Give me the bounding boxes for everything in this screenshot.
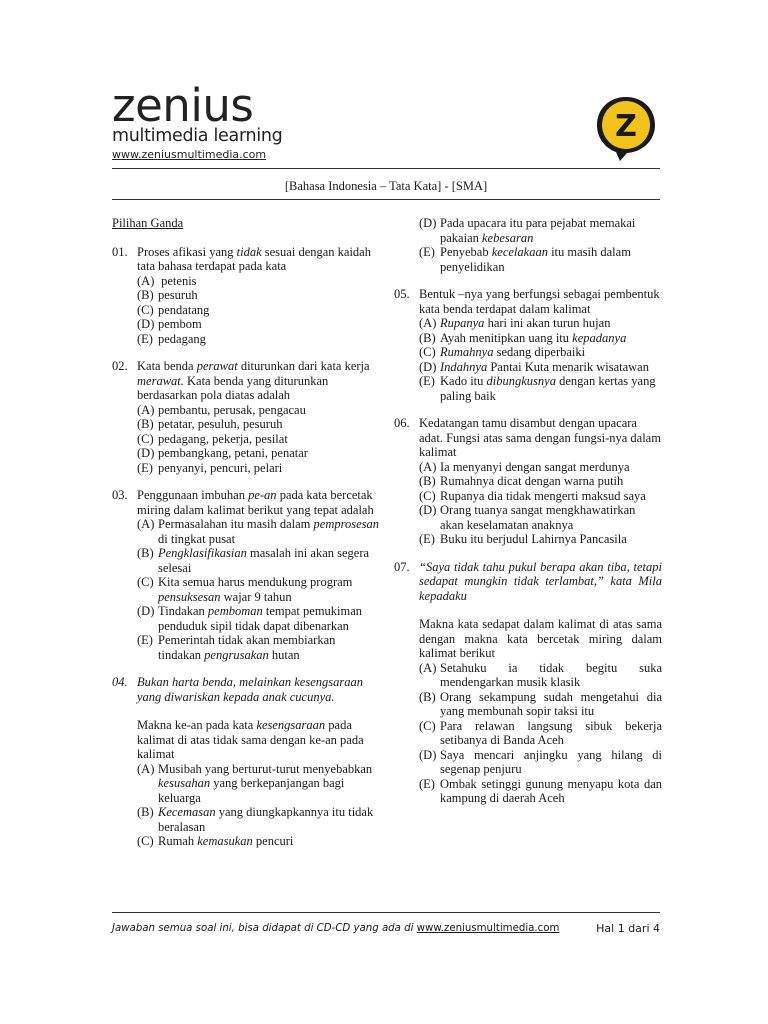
question-number: 06. [394, 416, 410, 430]
question-text: Makna kata sedapat dalam kalimat di atas sama dengan makna kata bercetak miring dalam kalimat berikut [419, 617, 662, 660]
option-a[interactable]: (A) Rupanya hari ini akan turun hujan [419, 316, 611, 330]
option-c[interactable]: (C) pendatang [137, 302, 210, 317]
option-e[interactable]: (E) Kado itu dibungkusnya dengan kertas yang paling baik [419, 374, 656, 403]
option-b[interactable]: (B) Ayah menitipkan uang itu kepadanya [419, 330, 627, 345]
section-title: Pilihan Ganda [112, 216, 184, 230]
option-a[interactable]: (A) pembantu, perusak, pengacau [137, 402, 306, 417]
brand-url-link[interactable]: www.zeniusmultimedia.com [112, 148, 267, 161]
brand-tagline: multimedia learning [112, 126, 283, 146]
question-03 [112, 488, 380, 662]
question-text: Makna ke-an pada kata kesengsaraan pada kalimat di atas tidak sama dengan ke-an pada kalimat [137, 718, 364, 761]
question-number: 01. [112, 244, 128, 259]
page-header [112, 79, 660, 166]
option-d[interactable]: (D) Indahnya Pantai Kuta menarik wisatawan [419, 359, 649, 374]
question-04 [112, 675, 380, 849]
question-text: Bentuk –nya yang berfungsi sebagai pembentuk kata benda terdapat dalam kalimat [419, 287, 660, 316]
option-c[interactable]: (C) Rupanya dia tidak mengerti maksud saya [419, 488, 646, 503]
footer-url-link[interactable]: www.zeniusmultimedia.com [416, 923, 560, 934]
option-d[interactable]: (D) pembangkang, petani, penatar [137, 446, 308, 460]
option-c[interactable]: (C) Kita semua harus mendukung program pensuksesan wajar 9 tahun [137, 575, 353, 604]
question-02 [112, 359, 380, 475]
option-d[interactable]: (D) Orang tuanya sangat mengkhawatirkan akan keselamatan anaknya [419, 503, 636, 532]
question-number: 02. [112, 359, 128, 373]
option-b[interactable]: (B) Pengklasifikasian masalah ini akan segera selesai [137, 546, 370, 575]
question-05 [394, 287, 662, 403]
question-quote: “Saya tidak tahu pukul berapa akan tiba, tetapi sedapat mungkin tidak terlambat,” kata Mila kepadaku [419, 559, 662, 603]
option-e[interactable]: (E) Buku itu berjudul Lahirnya Pancasila [419, 532, 627, 546]
header-divider [112, 168, 660, 169]
question-number: 03. [112, 488, 128, 502]
brand-name: zenius [112, 79, 254, 132]
page-number: Hal 1 dari 4 [596, 922, 660, 935]
question-text: Proses afikasi yang tidak sesuai dengan kaidah tata bahasa terdapat pada kata [137, 244, 371, 273]
option-a[interactable]: (A) Ia menyanyi dengan sangat merdunya [419, 459, 630, 474]
question-04-continued [394, 216, 662, 274]
option-e[interactable]: (E) Penyebab kecelakaan itu masih dalam penyelidikan [419, 245, 631, 274]
title-divider [112, 199, 660, 200]
logo-letter: Z [615, 109, 637, 144]
option-c[interactable]: (C) Rumahnya sedang diperbaiki [419, 345, 586, 359]
option-c[interactable]: (C) pedagang, pekerja, pesilat [137, 431, 288, 446]
question-text: Kata benda perawat diturunkan dari kata kerja merawat. Kata benda yang diturunkan berdasarkan pola diatas adalah [137, 359, 370, 402]
question-07 [394, 560, 662, 806]
zenius-logo-icon [594, 94, 658, 164]
option-b[interactable]: (B) Rumahnya dicat dengan warna putih [419, 474, 624, 488]
document-title: [Bahasa Indonesia – Tata Kata] - [SMA] [284, 179, 488, 193]
question-number: 04. [112, 675, 128, 689]
option-a[interactable]: (A) petenis [137, 273, 197, 288]
question-number: 07. [394, 559, 410, 574]
option-e[interactable]: (E) pedagang [137, 331, 206, 346]
option-e[interactable]: (E) penyanyi, pencuri, pelari [137, 460, 283, 475]
question-01 [112, 245, 380, 347]
option-a[interactable]: (A) Musibah yang berturut-turut menyebabkan kesusahan yang berkepanjangan bagi keluarga [137, 761, 373, 805]
option-d[interactable]: (D) Tindakan pemboman tempat pemukiman penduduk sipil tidak dapat dibenarkan [137, 604, 363, 633]
question-text: Kedatangan tamu disambut dengan upacara adat. Fungsi atas sama dengan fungsi-nya dalam kalimat [419, 416, 661, 459]
left-column [112, 216, 380, 862]
option-c[interactable]: (C) Para relawan langsung sibuk bekerja setibanya di Banda Aceh [419, 718, 662, 747]
option-b[interactable]: (B) pesuruh [137, 288, 198, 302]
option-d[interactable]: (D) Pada upacara itu para pejabat memakai pakaian kebesaran [419, 216, 636, 245]
option-a[interactable]: (A) Setahuku ia tidak begitu suka mendengarkan musik klasik [419, 660, 662, 689]
question-text: Penggunaan imbuhan pe-an pada kata bercetak miring dalam kalimat berikut yang tepat adalah [137, 488, 374, 517]
question-number: 05. [394, 287, 410, 301]
option-e[interactable]: (E) Ombak setinggi gunung menyapu kota dan kampung di daerah Aceh [419, 776, 662, 805]
footer-note: Jawaban semua soal ini, bisa didapat di CD-CD yang ada di www.zeniusmultimedia.com [112, 923, 560, 934]
option-a[interactable]: (A) Permasalahan itu masih dalam pemprosesan di tingkat pusat [137, 517, 380, 546]
option-b[interactable]: (B) Orang sekampung sudah mengetahui dia yang membunah sopir taksi itu [419, 689, 662, 718]
option-c[interactable]: (C) Rumah kemasukan pencuri [137, 834, 294, 848]
option-b[interactable]: (B) Kecemasan yang diungkapkannya itu tidak beralasan [137, 805, 374, 834]
option-b[interactable]: (B) petatar, pesuluh, pesuruh [137, 417, 283, 431]
question-quote: Bukan harta benda, melainkan kesengsaraan yang diwariskan kepada anak cucunya. [137, 675, 364, 704]
question-06 [394, 416, 662, 547]
option-d[interactable]: (D) Saya mencari anjingku yang hilang di segenap penjuru [419, 747, 662, 776]
footer-divider [112, 912, 660, 913]
option-e[interactable]: (E) Pemerintah tidak akan membiarkan tindakan pengrusakan hutan [137, 633, 336, 662]
brand-block [112, 79, 283, 161]
right-column [394, 216, 662, 819]
option-d[interactable]: (D) pembom [137, 317, 202, 331]
